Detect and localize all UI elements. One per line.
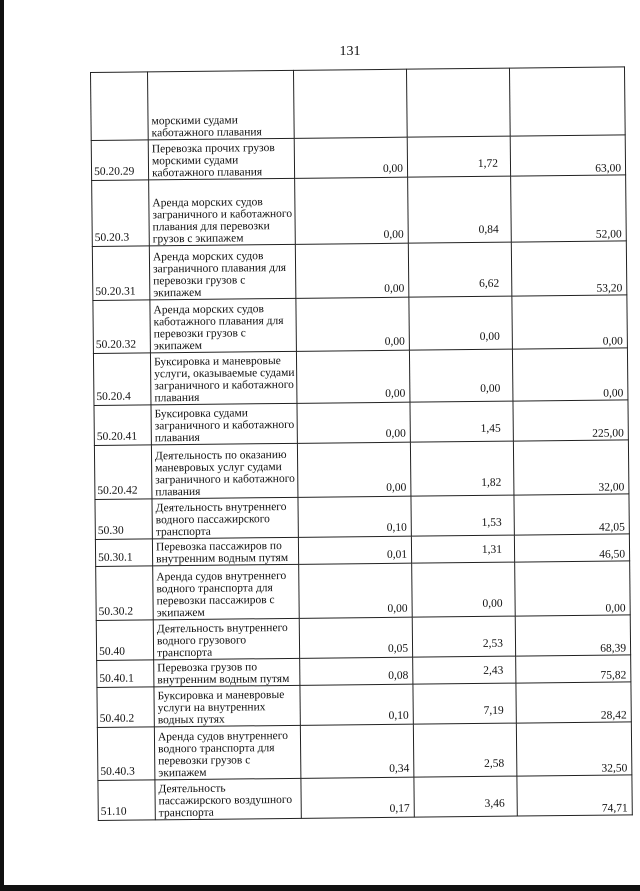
value-cell-1: [295, 243, 409, 298]
value-cell-3-text: 46,50: [599, 548, 626, 561]
name-cell: [149, 178, 296, 246]
value-cell-1: [301, 777, 414, 818]
value-cell-3-text: 42,05: [598, 521, 625, 534]
value-cell-2: [408, 176, 512, 243]
code-cell: [94, 405, 151, 446]
name-cell: [150, 298, 297, 353]
name-cell: [155, 778, 301, 820]
name-cell-text: морскими судами каботажного плавания: [151, 114, 262, 140]
value-cell-1: [295, 177, 409, 244]
scan-edge-bottom: [0, 885, 640, 891]
name-cell: [150, 351, 297, 405]
value-cell-2-text: 0,00: [480, 382, 501, 395]
code-cell-text: 50.20.29: [93, 165, 135, 178]
value-cell-2: [413, 683, 516, 724]
value-cell-1-text: 0,05: [387, 642, 409, 655]
value-cell-1-text: 0,00: [386, 481, 407, 494]
code-cell: [98, 780, 155, 821]
value-cell-1: [298, 536, 411, 564]
value-cell-1-text: 0,17: [389, 802, 410, 815]
code-cell: [91, 72, 149, 141]
name-cell: [148, 70, 295, 140]
value-cell-3: [513, 400, 628, 441]
value-cell-1: [297, 442, 411, 497]
code-cell-text: 50.20.41: [96, 430, 138, 443]
code-cell-text: 51.10: [100, 805, 127, 818]
value-cell-1-text: 0,00: [385, 387, 406, 400]
value-cell-2: [409, 349, 513, 402]
value-cell-2: [410, 401, 513, 442]
value-cell-1: [296, 297, 410, 351]
value-cell-3-text: 53,20: [596, 282, 623, 295]
value-cell-1-text: 0,01: [386, 548, 408, 561]
table-row: [97, 722, 632, 781]
value-cell-1: [297, 402, 410, 443]
value-cell-3: [516, 722, 632, 776]
table-row: [94, 400, 628, 446]
code-cell: [96, 566, 154, 621]
value-cell-1-text: 0,00: [384, 335, 405, 348]
name-cell: [152, 537, 298, 566]
code-cell: [97, 660, 154, 688]
page-number: 131: [339, 44, 361, 59]
name-cell-text: Аренда морских судов заграничного и каботажного плавания для перевозки грузов с экипажем: [152, 196, 293, 246]
code-cell-text: 50.20.42: [97, 484, 138, 497]
table-row: [98, 775, 632, 821]
name-cell-text: Буксировка судами заграничного и каботажного плавания: [154, 407, 295, 445]
value-cell-3-text: 75,82: [600, 669, 627, 682]
table-row: [97, 682, 631, 728]
value-cell-3: [517, 775, 632, 816]
value-cell-1-text: 0,00: [382, 162, 404, 175]
code-cell-text: 50.20.4: [96, 390, 131, 403]
table-row: [92, 175, 627, 247]
value-cell-1-text: 0,00: [383, 228, 404, 241]
name-cell: [148, 138, 294, 180]
value-cell-2-text: 3,46: [484, 797, 505, 810]
value-cell-2-text: 0,00: [479, 330, 500, 343]
code-cell-text: 50.20.32: [95, 338, 137, 351]
value-cell-2-text: 1,72: [477, 157, 499, 170]
value-cell-2: [408, 242, 512, 297]
value-cell-3: [515, 561, 631, 616]
value-cell-2-text: 7,19: [483, 704, 504, 717]
code-cell: [93, 300, 151, 354]
code-cell: [97, 727, 155, 781]
value-cell-3-text: 63,00: [595, 162, 622, 175]
value-cell-2-text: 1,45: [480, 422, 501, 435]
value-cell-2-text: 6,62: [479, 277, 500, 290]
value-cell-2-text: 0,00: [482, 597, 503, 610]
value-cell-3-text: 0,00: [605, 602, 626, 615]
value-cell-2: [413, 656, 516, 684]
value-cell-1: [300, 684, 413, 725]
value-cell-3-text: 32,50: [601, 762, 628, 775]
value-cell-1: [293, 69, 407, 138]
value-cell-3: [512, 295, 628, 349]
value-cell-2: [411, 495, 514, 536]
value-cell-3-text: 0,00: [602, 335, 623, 348]
value-cell-2: [407, 136, 510, 177]
code-cell-text: 50.30: [97, 524, 124, 537]
value-cell-3: [513, 440, 629, 495]
name-cell-text: Перевозка грузов по внутренним водным путям: [157, 661, 290, 687]
value-cell-1-text: 0,10: [388, 709, 409, 722]
value-cell-2: [412, 616, 515, 657]
value-cell-2: [413, 723, 517, 777]
name-cell-text: Перевозка пассажиров по внутренним водным путям: [155, 540, 289, 566]
value-cell-3: [512, 348, 628, 401]
value-cell-2: [414, 776, 517, 817]
table-row: [94, 440, 629, 500]
code-cell-text: 50.30.2: [98, 605, 134, 618]
table-row: [96, 561, 631, 621]
value-cell-1-text: 0,08: [388, 669, 409, 682]
value-cell-2-text: 2,53: [482, 637, 504, 650]
name-cell: [153, 564, 300, 620]
code-cell: [95, 539, 152, 567]
value-cell-3-text: 68,39: [600, 642, 627, 655]
name-cell-text: Деятельность внутреннего водного пассажирского транспорта: [155, 500, 287, 539]
value-cell-1: [299, 563, 413, 618]
value-cell-3: [510, 135, 625, 176]
name-cell-text: Аренда судов внутреннего водного транспорта для перевозки грузов с экипажем: [157, 729, 289, 780]
code-cell-text: 50.40.3: [100, 765, 135, 778]
name-cell-text: Деятельность пассажирского воздушного транспорта: [158, 782, 293, 820]
value-cell-1: [296, 350, 410, 403]
name-cell-text: Аренда морских судов заграничного плавания для перевозки грузов с экипажем: [152, 250, 287, 300]
value-cell-1: [299, 617, 412, 658]
code-cell: [92, 246, 150, 301]
name-cell-text: Аренда судов внутреннего водного транспорта для перевозки пассажиров с экипажем: [156, 569, 287, 620]
value-cell-3: [514, 534, 629, 562]
value-cell-2-text: 1,82: [481, 476, 502, 489]
table-row: [93, 295, 628, 354]
name-cell: [154, 725, 301, 780]
table-row: [96, 615, 630, 661]
value-cell-3-text: 0,00: [603, 387, 624, 400]
value-cell-3-text: 52,00: [595, 228, 622, 241]
table-row: [91, 67, 626, 141]
value-cell-2: [411, 535, 514, 563]
name-cell-text: Аренда морских судов каботажного плавания для перевозки грузов с экипажем: [153, 303, 284, 353]
code-cell-text: 50.30.1: [98, 551, 133, 564]
code-cell: [96, 620, 153, 661]
code-cell: [91, 140, 148, 181]
name-cell-text: Деятельность по оказанию маневровых услуг судами заграничного и каботажного плавания: [154, 448, 295, 499]
name-cell-text: Перевозка прочих грузов морскими судами каботажного плавания: [151, 142, 275, 180]
value-cell-3: [515, 615, 630, 656]
name-cell: [152, 497, 298, 539]
name-cell: [153, 618, 299, 660]
value-cell-3: [516, 682, 631, 723]
name-cell: [149, 244, 296, 300]
table-row: [92, 241, 627, 301]
table-row: [91, 135, 625, 181]
value-cell-2-text: 1,53: [481, 516, 502, 529]
value-cell-1: [300, 657, 413, 685]
code-cell: [93, 353, 151, 406]
code-cell-text: 50.20.3: [94, 231, 130, 244]
name-cell-text: Буксировка и маневровые услуги на внутренних водных путях: [157, 689, 285, 727]
code-cell-text: 50.40.2: [99, 712, 135, 725]
value-cell-3: [516, 655, 631, 683]
name-cell: [151, 443, 298, 499]
value-cell-1: [294, 137, 407, 178]
code-cell: [92, 180, 150, 247]
name-cell-text: Буксировка и маневровые услуги, оказываемые судами заграничного и каботажного плавания: [153, 355, 295, 405]
value-cell-3-text: 225,00: [592, 427, 624, 440]
value-cell-2-text: 2,43: [483, 664, 504, 677]
name-cell: [154, 685, 300, 727]
value-cell-1-text: 0,34: [389, 762, 410, 775]
value-cell-1-text: 0,00: [387, 602, 408, 615]
table-row: [95, 494, 629, 540]
value-cell-2: [406, 68, 510, 137]
scan-edge-left: [0, 0, 4, 891]
value-cell-3: [511, 241, 627, 296]
name-cell-text: Деятельность внутреннего водного грузового транспорта: [156, 621, 288, 660]
value-cell-1-text: 0,00: [384, 282, 405, 295]
code-cell: [94, 445, 152, 500]
value-cell-2-text: 1,31: [481, 543, 503, 556]
value-cell-3-text: 74,71: [601, 802, 628, 815]
value-cell-3: [511, 175, 627, 242]
value-cell-1-text: 0,10: [386, 521, 407, 534]
code-cell-text: 50.40.1: [99, 672, 134, 685]
name-cell: [151, 403, 297, 445]
value-cell-2-text: 2,58: [484, 757, 505, 770]
value-cell-3: [509, 67, 625, 136]
code-cell-text: 50.20.31: [95, 285, 136, 298]
value-cell-3-text: 32,00: [598, 481, 625, 494]
data-table: [90, 66, 633, 821]
code-cell: [95, 499, 152, 540]
value-cell-2: [410, 441, 514, 496]
value-cell-3-text: 28,42: [600, 709, 627, 722]
value-cell-1: [298, 496, 411, 537]
code-cell-text: 50.40: [99, 645, 126, 658]
value-cell-1: [300, 724, 414, 778]
value-cell-2: [412, 562, 516, 617]
code-cell: [97, 687, 154, 728]
value-cell-2: [409, 296, 513, 350]
value-cell-2-text: 0,84: [478, 223, 499, 236]
value-cell-3: [514, 494, 629, 535]
table-row: [93, 348, 628, 406]
value-cell-1-text: 0,00: [385, 427, 406, 440]
name-cell: [154, 658, 300, 687]
table-body: [91, 67, 633, 821]
